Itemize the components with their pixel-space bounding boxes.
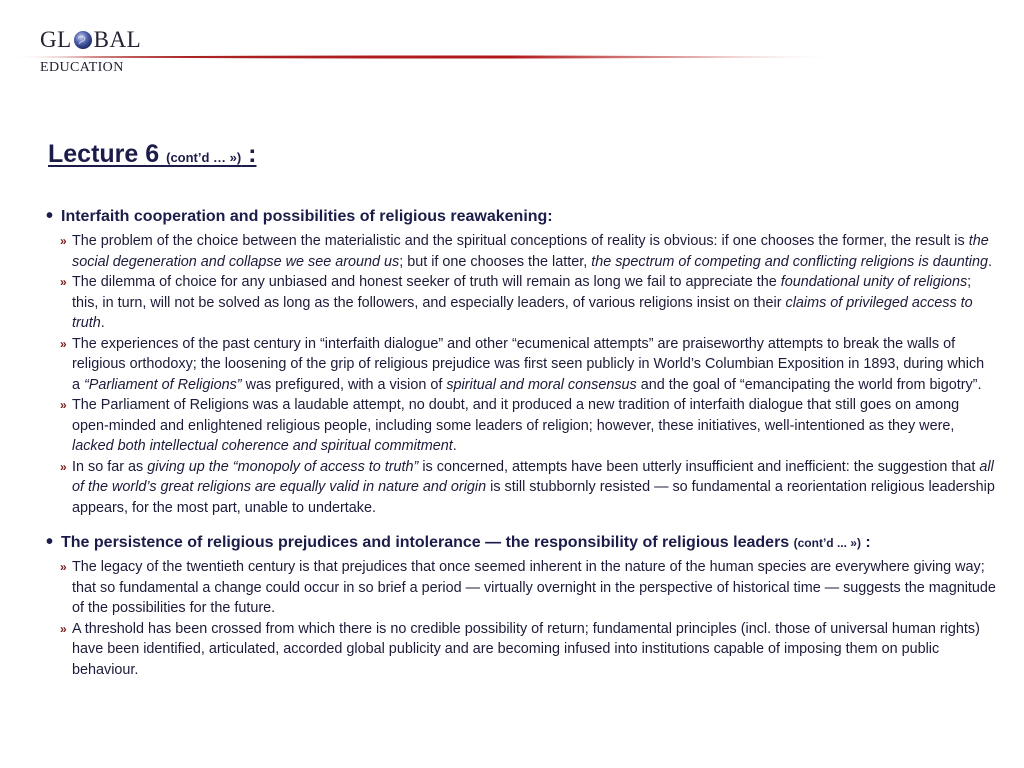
emphasis-text: spiritual and moral consensus bbox=[446, 376, 637, 393]
section-heading-text: Interfaith cooperation and possibilities of religious reawakening: bbox=[61, 208, 553, 225]
bullet-point bbox=[46, 231, 996, 272]
point-text: ; this, in turn, will not be solved as long as the followers, and especially leaders, of various religions insist on their bbox=[72, 274, 972, 311]
section-heading-small: (cont’d ... ») bbox=[793, 536, 861, 550]
point-text: The experiences of the past century in “interfaith dialogue” and other “ecumenical attempts” are praiseworthy attempts to break the walls of religious orthodoxy; the loosening of the grip of religious prejudice was first seen publicly in World’s Columbian Exposition in 1893, during which a bbox=[72, 335, 985, 393]
bullet-point bbox=[46, 557, 996, 619]
title-colon: : bbox=[241, 140, 257, 168]
emphasis-text: foundational unity of religions bbox=[780, 274, 968, 290]
point-text: is still stubbornly resisted — so fundamental a reorientation religious leadership appears, for the most part, unable to undertake. bbox=[72, 479, 995, 516]
arrow-bullet-icon: » bbox=[60, 459, 67, 474]
bullet-point bbox=[46, 619, 996, 681]
title-main: Lecture 6 bbox=[48, 140, 167, 168]
bullet-point bbox=[46, 272, 996, 334]
slide-content bbox=[46, 206, 996, 680]
title-small: (cont’d … ») bbox=[166, 150, 242, 165]
globe-icon bbox=[73, 30, 93, 50]
logo-word-left: GL bbox=[40, 27, 72, 52]
emphasis-text: “Parliament of Religions” bbox=[84, 376, 242, 393]
arrow-bullet-icon: » bbox=[60, 234, 67, 248]
bullet-point bbox=[46, 334, 996, 396]
arrow-bullet-icon: » bbox=[60, 275, 67, 289]
global-education-logo bbox=[40, 28, 150, 78]
section-heading bbox=[46, 532, 996, 554]
point-text: ; but if one chooses the latter, bbox=[399, 253, 592, 270]
point-text: . bbox=[452, 438, 457, 454]
arrow-bullet-icon: » bbox=[60, 560, 67, 574]
emphasis-text: the spectrum of competing and conflicting religions is daunting bbox=[591, 253, 988, 270]
section-heading-colon: : bbox=[860, 534, 871, 551]
emphasis-text: giving up the “monopoly of access to truth” bbox=[147, 458, 419, 475]
point-text: The Parliament of Religions was a laudable attempt, no doubt, and it produced a new tradition of interfaith dialogue that still goes on among open-minded and enlightened religious people, including some leaders of religion; however, these initiatives, well-intentioned as they were, bbox=[72, 397, 960, 434]
header-divider bbox=[10, 54, 840, 60]
emphasis-text: lacked both intellectual coherence and spiritual commitment bbox=[72, 438, 453, 454]
logo-word-right: BAL bbox=[93, 27, 142, 52]
emphasis-text: the social degeneration and collapse we see around us bbox=[72, 233, 989, 270]
point-text: is concerned, attempts have been utterly insufficient and inefficient: the suggestion that bbox=[418, 458, 980, 475]
emphasis-text: all of the world’s great religions are equally valid in nature and origin bbox=[72, 458, 994, 495]
arrow-bullet-icon: » bbox=[60, 621, 67, 636]
point-text: . bbox=[988, 253, 992, 270]
bullet-point bbox=[46, 395, 996, 457]
point-text: and the goal of “emancipating the world from bigotry”. bbox=[636, 376, 982, 393]
point-text: The problem of the choice between the materialistic and the spiritual conceptions of reality is obvious: if one chooses the former, the result is bbox=[72, 233, 969, 249]
point-text: was prefigured, with a vision of bbox=[241, 376, 447, 393]
bullet-point bbox=[46, 457, 996, 519]
logo-wordmark bbox=[40, 28, 150, 52]
point-text: The dilemma of choice for any unbiased and honest seeker of truth will remain as long we fail to appreciate the bbox=[72, 274, 781, 290]
section-prejudices bbox=[46, 532, 996, 680]
arrow-bullet-icon: » bbox=[60, 336, 67, 351]
bullet-icon: • bbox=[46, 205, 54, 227]
point-text: In so far as bbox=[72, 458, 148, 475]
section-interfaith bbox=[46, 206, 996, 518]
bullet-icon: • bbox=[46, 531, 54, 553]
point-text: The legacy of the twentieth century is that prejudices that once seemed inherent in the nature of the human species are everywhere giving way; that so fundamental a change could occur in so brief a period — virtually overnight in the perspective of historical time — suggests the magnitude of the possibilities for the future. bbox=[72, 559, 996, 616]
point-text: A threshold has been crossed from which there is no credible possibility of return; fundamental principles (incl. those of universal human rights) have been identified, articulated, accorded global publicity and are becoming infused into institutions capable of imposing them on public behaviour. bbox=[72, 620, 980, 678]
emphasis-text: claims of privileged access to truth bbox=[72, 294, 973, 331]
section-heading bbox=[46, 206, 996, 228]
point-text: . bbox=[100, 315, 105, 331]
section-points bbox=[46, 557, 996, 680]
logo-subtitle: EDUCATION bbox=[40, 60, 124, 75]
section-heading-text: The persistence of religious prejudices and intolerance — the responsibility of religious leaders bbox=[61, 534, 794, 551]
arrow-bullet-icon: » bbox=[60, 398, 67, 412]
section-points bbox=[46, 231, 996, 518]
page-title bbox=[48, 140, 257, 169]
